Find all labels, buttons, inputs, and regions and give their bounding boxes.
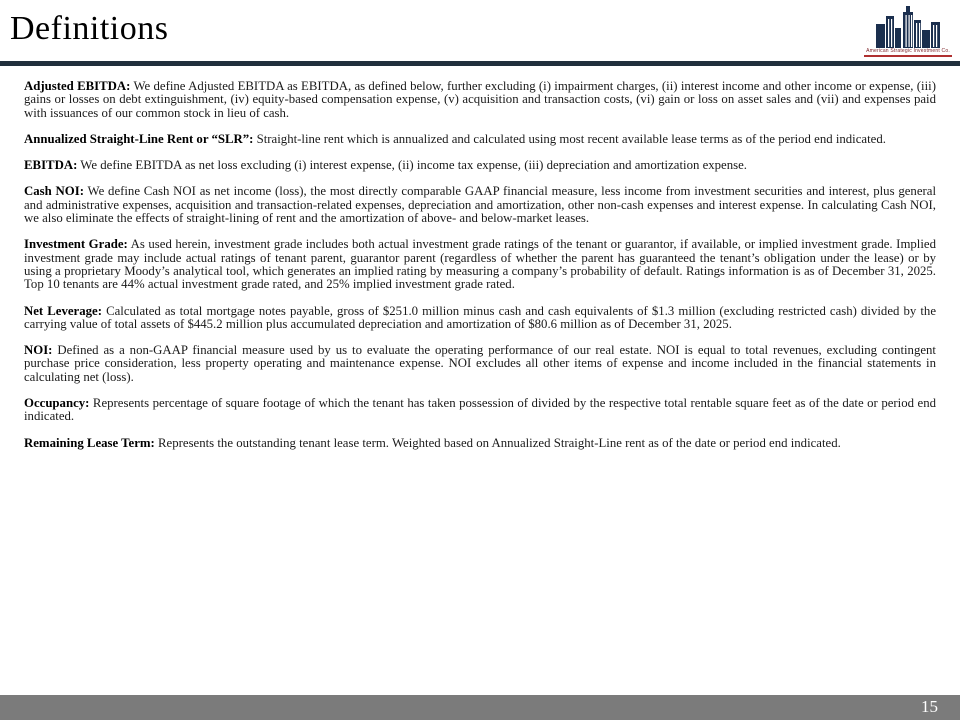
definition-term: Cash NOI: [24, 184, 84, 199]
definition-ebitda [24, 159, 936, 172]
definition-adjusted-ebitda [24, 80, 936, 120]
definition-cash-noi [24, 185, 936, 225]
definition-term: Adjusted EBITDA: [24, 79, 131, 93]
header-divider [0, 61, 960, 66]
definition-text: As used herein, investment grade includes both actual investment grade ratings of the tenant or guarantor, if available, or implied investment grade. Implied investment grade may include actual ratings of tenant parent, guarantor parent (regardless of whether the parent has guaranteed the tenant’s obligation under the lease) or by using a proprietary Moody’s analytical tool, which generates an implied rating by measuring a company’s probability of default. Ratings information is as of December 31, 2025. Top 10 tenants are 44% actual investment grade rated, and 25% implied investment grade rated. [24, 237, 936, 292]
definition-term: Investment Grade: [24, 237, 128, 252]
definition-term: EBITDA: [24, 158, 78, 173]
definition-noi [24, 344, 936, 384]
definition-term: Annualized Straight-Line Rent or “SLR”: [24, 131, 254, 146]
definition-occupancy [24, 397, 936, 424]
definition-text: Represents percentage of square footage of which the tenant has taken possession of divided by the respective total rentable square feet as of the date or period end indicated. [24, 396, 936, 424]
definition-text: Straight-line rent which is annualized and calculated using most recent available lease terms as of the period end indicated. [253, 131, 886, 146]
definition-text: We define Adjusted EBITDA as EBITDA, as defined below, further excluding (i) impairment charges, (ii) interest income and other income or expense, (iii) gains or losses on debt extinguishment, (iv) equity-based compensation expense, (v) acquisition and transaction costs, (vi) gain or loss on asset sales and (vii) and expenses paid with issuances of our common stock in lieu of cash. [24, 79, 936, 120]
page-number: 15 [921, 697, 938, 716]
definition-text: Represents the outstanding tenant lease term. Weighted based on Annualized Straight-Line rent as of the date or period end indicated. [154, 435, 841, 450]
definition-term: Occupancy: [24, 396, 90, 411]
definition-text: We define EBITDA as net loss excluding (i) interest expense, (ii) income tax expense, (iii) depreciation and amortization expense. [77, 158, 747, 173]
company-logo [864, 6, 952, 57]
definition-remaining-lease-term [24, 437, 936, 450]
definition-term: Remaining Lease Term: [24, 435, 155, 450]
slide-header [0, 0, 960, 66]
logo-red-bar [864, 55, 952, 57]
skyline-logo-icon [864, 6, 952, 48]
definitions-list [24, 80, 936, 463]
definition-net-leverage [24, 305, 936, 332]
definition-investment-grade [24, 238, 936, 291]
definition-text: We define Cash NOI as net income (loss), the most directly comparable GAAP financial measure, less income from investment securities and interest, plus general and administrative expenses, acquisition and transaction-related expenses, depreciation and amortization, other non-cash expenses and interest expense. In calculating Cash NOI, we also eliminate the effects of straight-lining of rent and the amortization of above- and below-market leases. [24, 184, 936, 226]
page-title: Definitions [10, 10, 169, 47]
definition-text: Defined as a non-GAAP financial measure used by us to evaluate the operating performance of our real estate. NOI is equal to total revenues, excluding contingent purchase price consideration, less property operating and maintenance expense. NOI excludes all other items of expense and income included in the financial statements in calculating net (loss). [24, 343, 936, 384]
footer-bar [0, 695, 960, 720]
definition-text: Calculated as total mortgage notes payable, gross of $251.0 million minus cash and cash equivalents of $1.3 million (excluding restricted cash) divided by the carrying value of total assets of $445.2 million plus accumulated depreciation and amortization of $80.6 million as of December 31, 2025. [24, 303, 937, 331]
logo-company-name: American Strategic Investment Co. [866, 48, 950, 54]
definition-term: Net Leverage: [24, 303, 102, 318]
definition-annualized-slr [24, 133, 936, 146]
definition-term: NOI: [24, 343, 53, 358]
